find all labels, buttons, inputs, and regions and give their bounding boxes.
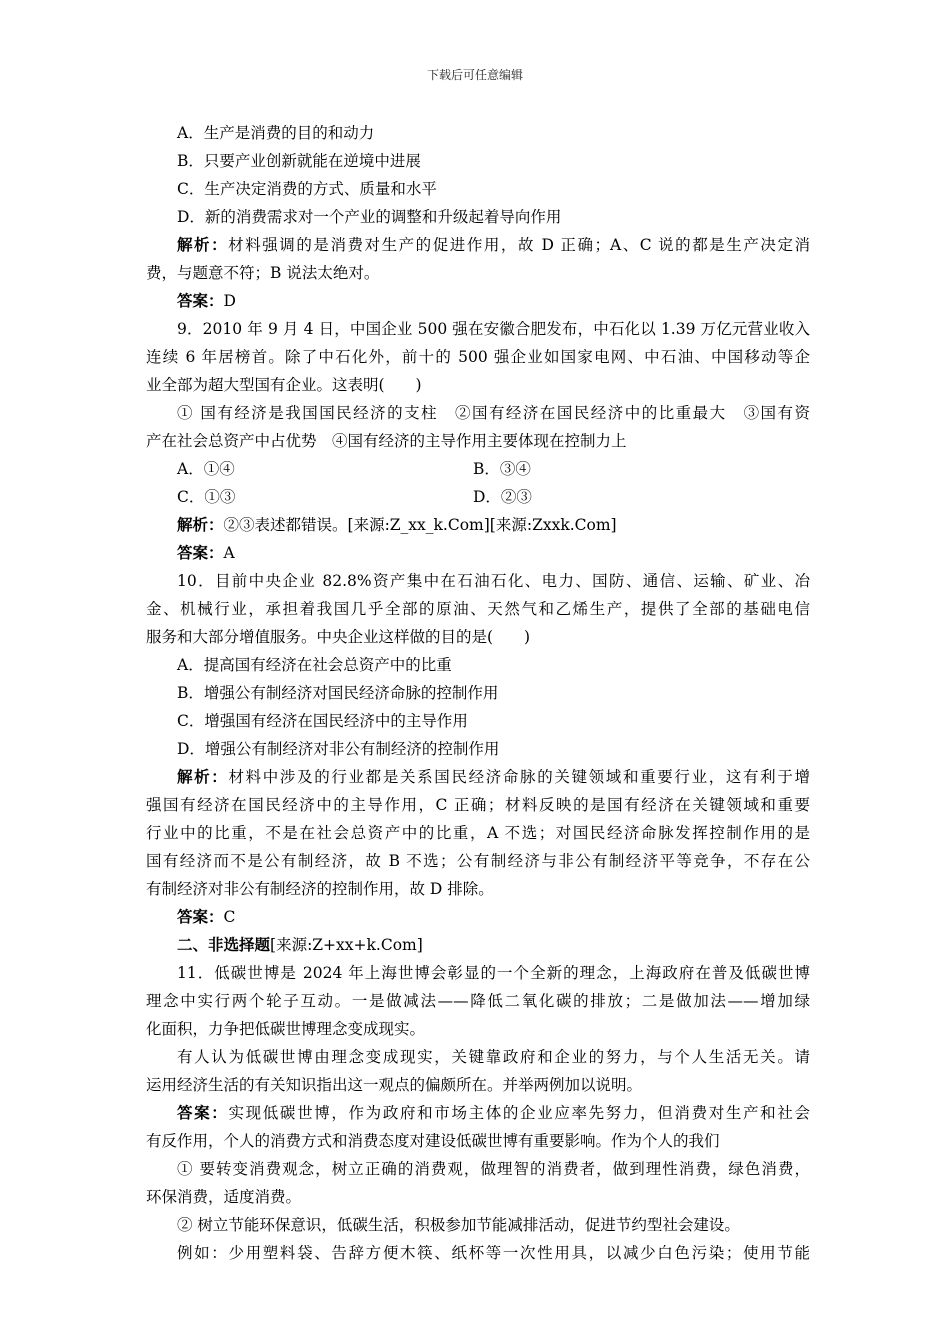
analysis-label: 解析：: [177, 515, 224, 534]
analysis-label: 解析：: [177, 767, 229, 786]
q11-point-1: ① 要转变消费观念，树立正确的消费观，做理智的消费者，做到理性消费，绿色消费，: [177, 1160, 810, 1178]
q8-answer-value: D: [223, 292, 236, 310]
q11-answer-text: 实现低碳世博，作为政府和市场主体的企业应率先努力，但消费对生产和社会: [228, 1104, 810, 1122]
q10-analysis-cont: 有制经济对非公有制经济的控制作用，故 D 排除。: [146, 880, 494, 898]
q9-statements: ① 国有经济是我国国民经济的支柱 ②国有经济在国民经济中的比重最大 ③国有资: [177, 404, 810, 422]
q9-analysis: [146, 511, 810, 539]
q10-analysis-text: 材料中涉及的行业都是关系国民经济命脉的关键领域和重要行业，这有利于增: [228, 768, 810, 786]
q10-stem-line: 服务和大部分增值服务。中央企业这样做的目的是( ): [146, 628, 531, 646]
section-source: [来源:Z+xx+k.Com]: [270, 936, 423, 954]
q11-point-2: ② 树立节能环保意识，低碳生活，积极参加节能减排活动，促进节约型社会建设。: [177, 1216, 740, 1234]
q10-analysis-cont: 强国有经济在国民经济中的主导作用，C 正确；材料反映的是国有经济在关键领域和重要: [146, 796, 810, 814]
q9-options-row: [146, 483, 810, 511]
answer-label: 答案：: [177, 291, 224, 310]
q9-answer-value: A: [223, 544, 235, 562]
q9-options-row: [146, 455, 810, 483]
q8-option-d: D．新的消费需求对一个产业的调整和升级起着导向作用: [177, 208, 562, 226]
document-body: [146, 119, 810, 1267]
section-title: 二、非选择题: [177, 935, 271, 954]
q10-analysis-cont: 行业中的比重，不是在社会总资产中的比重，A 不选；对国民经济命脉发挥控制作用的是: [146, 824, 810, 842]
q9-option-a: A．①④: [177, 460, 235, 478]
q11-stem-line: 化面积，力争把低碳世博理念变成现实。: [146, 1020, 426, 1038]
q9-statements: 产在社会总资产中占优势 ④国有经济的主导作用主要体现在控制力上: [146, 432, 627, 450]
q8-option-a: A．生产是消费的目的和动力: [177, 124, 375, 142]
q8-option-c: C．生产决定消费的方式、质量和水平: [177, 180, 437, 198]
q10-stem-line: 10．目前中央企业 82.8%资产集中在石油石化、电力、国防、通信、运输、矿业、冶: [177, 572, 810, 590]
q10-option-d: D．增强公有制经济对非公有制经济的控制作用: [177, 740, 500, 758]
q11-point-1-cont: 环保消费，适度消费。: [146, 1188, 302, 1206]
q11-answer-cont: 有反作用，个人的消费方式和消费态度对建设低碳世博有重要影响。作为个人的我们: [146, 1132, 720, 1150]
answer-label: 答案：: [177, 907, 224, 926]
q10-option-b: B．增强公有制经济对国民经济命脉的控制作用: [177, 684, 499, 702]
q9-option-c: C．①③: [177, 488, 236, 506]
section-heading: [146, 931, 810, 959]
q10-option-a: A．提高国有经济在社会总资产中的比重: [177, 656, 452, 674]
q8-analysis-text: 材料强调的是消费对生产的促进作用，故 D 正确；A、C 说的都是生产决定消: [228, 236, 810, 254]
q9-stem-line: 连续 6 年居榜首。除了中石化外，前十的 500 强企业如国家电网、中石油、中国移动等企: [146, 348, 810, 366]
q10-stem-line: 金、机械行业，承担着我国几乎全部的原油、天然气和乙烯生产，提供了全部的基础电信: [146, 600, 810, 618]
q8-analysis-cont: 费，与题意不符；B 说法太绝对。: [146, 264, 380, 282]
q9-analysis-text: ②③表述都错误。[来源:Z_xx_k.Com][来源:Zxxk.Com]: [223, 516, 617, 534]
q11-question-line: 运用经济生活的有关知识指出这一观点的偏颇所在。并举两例加以说明。: [146, 1076, 643, 1094]
q10-answer: [146, 903, 810, 931]
answer-label: 答案：: [177, 1103, 229, 1122]
q11-example: 例如：少用塑料袋、告辞方便木筷、纸杯等一次性用具，以减少白色污染；使用节能: [177, 1244, 810, 1262]
q9-option-d: D．②③: [473, 488, 532, 506]
answer-label: 答案：: [177, 543, 224, 562]
q8-analysis: [146, 231, 810, 259]
q10-analysis-cont: 国有经济而不是公有制经济，故 B 不选；公有制经济与非公有制经济平等竞争，不存在公: [146, 852, 810, 870]
page-header: 下载后可任意编辑: [426, 68, 523, 82]
q10-option-c: C．增强国有经济在国民经济中的主导作用: [177, 712, 468, 730]
q10-answer-value: C: [223, 908, 236, 926]
q8-option-b: B．只要产业创新就能在逆境中进展: [177, 152, 421, 170]
q10-analysis: [146, 763, 810, 791]
q9-stem-line: 业全部为超大型国有企业。这表明( ): [146, 376, 422, 394]
q9-option-b: B．③④: [473, 460, 531, 478]
q11-question-line: 有人认为低碳世博由理念变成现实，关键靠政府和企业的努力，与个人生活无关。请: [177, 1048, 810, 1066]
q8-answer: [146, 287, 810, 315]
q11-stem-line: 理念中实行两个轮子互动。一是做减法——降低二氧化碳的排放；二是做加法——增加绿: [146, 992, 810, 1010]
q9-answer: [146, 539, 810, 567]
q9-stem-line: 9．2010 年 9 月 4 日，中国企业 500 强在安徽合肥发布，中石化以 1.39 万亿元营业收入: [177, 320, 810, 338]
q11-stem-line: 11．低碳世博是 2024 年上海世博会彰显的一个全新的理念，上海政府在普及低碳世博: [177, 964, 810, 982]
q11-answer: [146, 1099, 810, 1127]
analysis-label: 解析：: [177, 235, 229, 254]
